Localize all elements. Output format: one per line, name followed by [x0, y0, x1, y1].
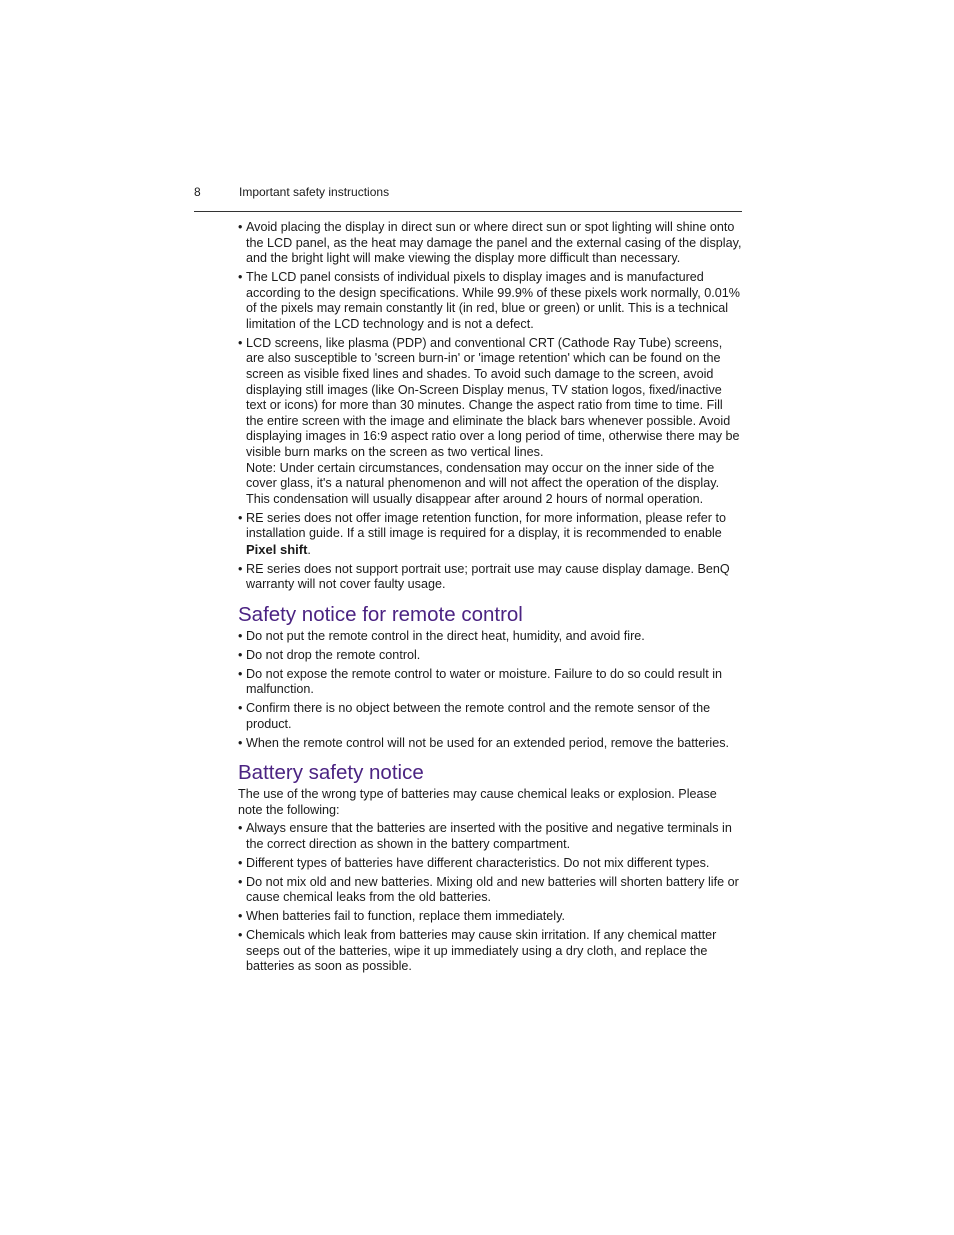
list-item: • Avoid placing the display in direct sun or where direct sun or spot lighting will shine onto the LCD panel, as the heat may damage the panel and the external casing of the display, and the bright light will make viewing the display more difficult than necessary.	[238, 220, 742, 267]
remote-control-heading: Safety notice for remote control	[238, 602, 523, 626]
list-item: • Always ensure that the batteries are inserted with the positive and negative terminals in the correct direction as shown in the battery compartment.	[238, 821, 742, 852]
list-item: • When batteries fail to function, replace them immediately.	[238, 909, 742, 925]
list-item: • Do not expose the remote control to water or moisture. Failure to do so could result in malfunction.	[238, 667, 742, 698]
page-header	[194, 183, 742, 212]
list-item: • Do not put the remote control in the direct heat, humidity, and avoid fire.	[238, 629, 742, 645]
battery-intro: The use of the wrong type of batteries may cause chemical leaks or explosion. Please note the following:	[238, 787, 717, 817]
battery-list	[238, 821, 742, 975]
list-item	[238, 562, 742, 593]
list-item: • Different types of batteries have different characteristics. Do not mix different types.	[238, 856, 742, 872]
list-item: • When the remote control will not be used for an extended period, remove the batteries.	[238, 736, 742, 752]
remote-control-list	[238, 629, 742, 751]
burn-in-paragraph: • LCD screens, like plasma (PDP) and conventional CRT (Cathode Ray Tube) screens, are also susceptible to 'screen burn-in' or 'image retention' which can be found on the screen as visible fixed lines and shades. To avoid such damage to the screen, avoid displaying still images (like On-Screen Display menus, TV station logos, fixed/inactive text or icons) for more than 30 minutes. Change the aspect ratio from time to time. Fill the entire screen with the image and eliminate the black bars whenever possible. Avoid displaying images in 16:9 aspect ratio over a long period of time, otherwise there may be visible burn marks on the screen as two vertical lines.	[246, 335, 740, 459]
page-content	[238, 220, 742, 978]
re-series-portrait-text: RE series does not support portrait use; portrait use may cause display damage. BenQ warranty will not cover faulty usage.	[246, 561, 730, 592]
list-item: • RE series does not offer image retention function, for more information, please refer to installation guide. If a still image is required for a display, it is recommended to enable Pixel shift.	[238, 511, 742, 559]
list-item: • The LCD panel consists of individual pixels to display images and is manufactured according to the design specifications. While 99.9% of these pixels work normally, 0.01% of the pixels may remain constantly lit (in red, blue or green) or unlit. This is a technical limitation of the LCD technology and is not a defect.	[238, 270, 742, 332]
page-number: 8	[194, 185, 201, 199]
list-item: • Do not mix old and new batteries. Mixing old and new batteries will shorten battery life or cause chemical leaks from the old batteries.	[238, 875, 742, 906]
display-safety-list	[238, 220, 742, 593]
list-item: • Chemicals which leak from batteries may cause skin irritation. If any chemical matter seeps out of the batteries, wipe it up immediately using a dry cloth, and replace the batteries as soon as possible.	[238, 928, 742, 975]
re-series-retention-text: RE series does not offer image retention function, for more information, please refer to installation guide. If a still image is required for a display, it is recommended to enable	[246, 510, 726, 541]
running-title: Important safety instructions	[239, 185, 390, 199]
list-item	[238, 336, 742, 508]
condensation-note: Note: Under certain circumstances, condensation may occur on the inner side of the cover glass, it's a natural phenomenon and will not affect the operation of the display. This condensation will usually disappear after around 2 hours of normal operation.	[246, 460, 720, 506]
list-item: • Do not drop the remote control.	[238, 648, 742, 664]
list-item: • Confirm there is no object between the remote control and the remote sensor of the product.	[238, 701, 742, 732]
battery-heading: Battery safety notice	[238, 761, 424, 785]
pixel-shift-term: Pixel shift	[246, 541, 308, 557]
